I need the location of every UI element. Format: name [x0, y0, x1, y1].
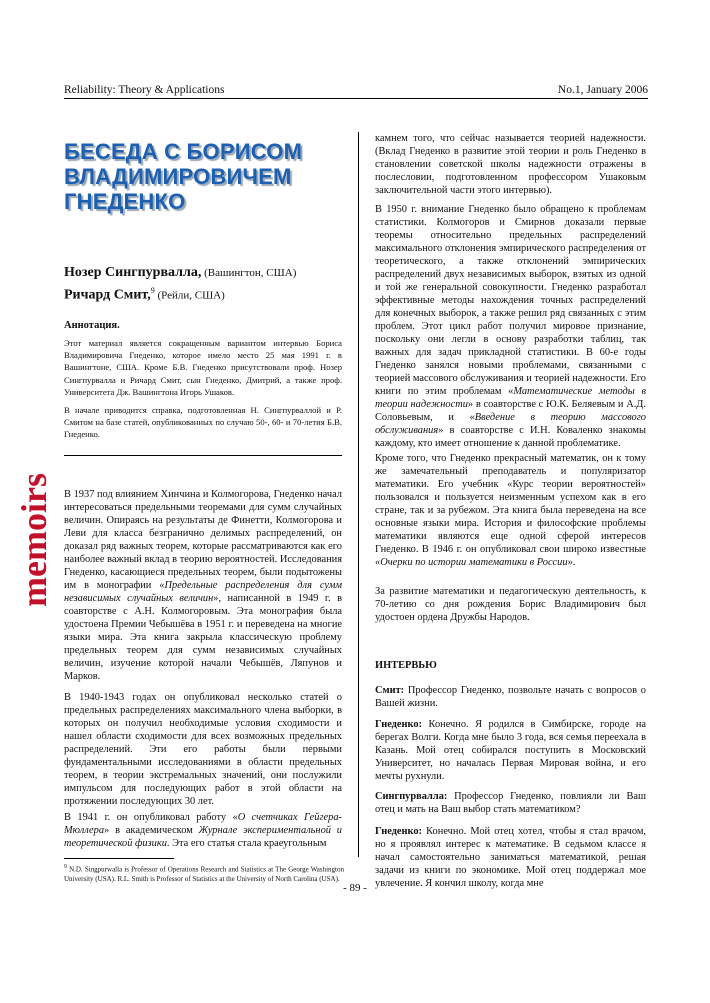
- title-line-1: БЕСЕДА С БОРИСОМ: [64, 139, 303, 164]
- text-run: Кроме того, что Гнеденко прекрасный математик, он к тому же замечательный преподаватель и популяризатор математики. Его учебник «Курс теории вероятностей» пользовался и пользуется неизменным успехом как в его стране, так и за рубежом. Эта книга была переведена на все основные языки мира. История и философские проблемы математики являются еще одной сферой интересов Гнеденко. В 1946 г. он опубликовал свои широко известные «: [375, 453, 646, 568]
- author-affiliation: (Рейли, США): [154, 289, 225, 302]
- body-paragraph: За развитие математики и педагогическую деятельность, к 70-летию со дня рождения Борис Владимирович был удостоен ордена Дружбы Народов.: [375, 586, 646, 623]
- footnote-divider: [64, 858, 174, 859]
- speaker-name: Гнеденко:: [375, 826, 423, 837]
- speaker-name: Гнеденко:: [375, 719, 423, 730]
- text-run: В 1950 г. внимание Гнеденко было обращено к проблемам статистики. Колмогоров и Смирнов доказали первые теоремы относительно предельных распределений максимального отклонения эмпирического распределения от теоретического, а также отклонений эмпирических распределений двух независимых выборок, взятых из одной и той же генеральной совокупности. Гнеденко разработал эффективные методы нахождения точных распределений для конечных выборок, а также решил ряд связанных с этим проблем. Этот цикл работ получил мировое признание, поскольку они легли в основу разработки таблиц, так важных для задач прикладной статистики. В 60-е годы Гнеденко занялся новыми проблемами, связанными с теорией массового обслуживания и теорией надежности. Его книги по этим проблемам «: [375, 204, 646, 397]
- column-divider: [358, 132, 359, 857]
- interview-answer: [375, 825, 646, 890]
- memoirs-label: memoirs: [14, 473, 54, 607]
- utterance-text: Конечно. Я родился в Симбирске, городе на берегах Волги. Когда мне было 3 года, вся семья переехала в Казань. Мой отец собирался поступить в Московский Университет, но началась Первая Мировая война, и его мечты рухнули.: [375, 719, 646, 782]
- interview-answer: [375, 718, 646, 783]
- author-list: [64, 263, 344, 304]
- book-title: Предельные распределения для сумм независимых случайных величин: [64, 580, 342, 604]
- annotation-heading: Аннотация.: [64, 320, 120, 331]
- text-run: » в соавторстве с И.Н. Коваленко знакомы каждому, кто имеет отношение к данной проблематике.: [375, 425, 646, 449]
- body-paragraph: [375, 203, 646, 450]
- book-title: Очерки по истории математики в России: [380, 557, 568, 568]
- body-paragraph: камнем того, что сейчас называется теорией надежности. (Вклад Гнеденко в развитие этой теории и роль Гнеденко в становлении советской школы надежности отражены в послесловии, подготовленном профессором Ушаковым заключительной части этого интервью).: [375, 133, 646, 196]
- speaker-name: Сингпурвалла:: [375, 791, 448, 802]
- utterance-text: Профессор Гнеденко, позвольте начать с вопросов о Вашей жизни.: [375, 685, 646, 709]
- journal-title: Reliability: Theory & Applications: [64, 84, 225, 96]
- author-name: Ричард Смит,: [64, 287, 151, 303]
- title-line-3: ГНЕДЕНКО: [64, 189, 186, 214]
- text-run: В 1937 под влиянием Хинчина и Колмогорова, Гнеденко начал интересоваться предельными теоремами для сумм случайных величин. Опираясь на результаты де Финетти, Колмогорова и Леви для класса безгранично делимых распределений, он доказал ряд важных теорем, которые рассматриваются как его наиболее важный вклад в теорию вероятностей. Исследования Гнеденко, касающиеся предельных теорем, были подытожены им в монографии «: [64, 489, 342, 591]
- interview-heading: ИНТЕРВЬЮ: [375, 660, 437, 671]
- author-affiliation: (Вашингтон, США): [201, 267, 297, 279]
- utterance-text: Конечно. Мой отец хотел, чтобы я стал врачом, но я проявлял интерес к математике. В седьмом классе я начал самостоятельно заниматься математикой, решая задачи из книги по экономике. Мой отец поддержал мое увлечение. Я кончил школу, когда мне: [375, 826, 646, 889]
- book-title: Введение в теорию массового обслуживания: [375, 412, 646, 436]
- footnote-text: N.D. Singpurwalla is Professor of Operations Research and Statistics at The George Washington University (USA). R.L. Smith is Professor of Statistics at the University of North Carolina (USA).: [64, 865, 344, 883]
- footnote-marker: 9: [150, 286, 155, 295]
- footnote-number: 9: [64, 864, 67, 870]
- author-1: [64, 263, 344, 282]
- annotation-paragraph: В начале приводится справка, подготовленная Н. Сингпурваллой и Р. Смитом на базе статей, опубликованных по случаю 50-, 60- и 70-летия Б.В. Гнеденко.: [64, 405, 342, 440]
- title-line-2: ВЛАДИМИРОВИЧЕМ: [64, 164, 292, 189]
- author-2: [64, 282, 344, 304]
- interview-question: [375, 790, 646, 816]
- text-run: ».: [567, 557, 576, 568]
- text-run: », написанной в 1949 г. в соавторстве с А.Н. Колмогоровым. Эта монография была удостоена Премии Чебышёва в 1951 г. и переведена на многие языки мира. Эта книга закрыла классическую проблему предельных теорем для сумм независимых случайных величин, изучение которой начали Чебышёв, Ляпунов и Марков.: [64, 593, 342, 682]
- body-paragraph: [64, 488, 342, 683]
- utterance-text: Профессор Гнеденко, повлияли ли Ваш отец и мать на Ваш выбор стать математиком?: [375, 791, 646, 815]
- journal-name: Журнале экспериментальной и теоретической физики: [64, 825, 342, 849]
- annotation-divider: [64, 455, 342, 456]
- section-side-label: [14, 455, 54, 625]
- paper-title: О счетчиках Гейгера-Мюллера: [64, 812, 342, 836]
- book-title: Математические методы в теории надежности: [375, 386, 647, 410]
- text-run: В 1941 г. он опубликовал работу «: [64, 812, 238, 823]
- interview-question: [375, 684, 646, 710]
- speaker-name: Смит:: [375, 685, 405, 696]
- body-paragraph: [375, 452, 646, 569]
- text-run: » в соавторстве с Ю.К. Беляевым и А.Д. Соловьевым, и «: [375, 399, 646, 423]
- issue-label: No.1, January 2006: [557, 84, 648, 96]
- body-paragraph: В 1940-1943 годах он опубликовал несколько статей о предельных распределениях максимального члена выборки, в которых он получил необходимые условия сходимости и нашел области сходимости для всех возможных предельных распределений. Эти его работы были первыми фундаментальными исследованиями в области предельных теорем, в теории экстремальных значений, они послужили импульсом для последующих работ в этой области на протяжении последующих 30 лет.: [64, 692, 342, 807]
- header-divider: [64, 98, 648, 99]
- author-name: Нозер Сингпурвалла,: [64, 265, 202, 280]
- text-run: » в академическом: [104, 825, 199, 836]
- body-paragraph: [64, 811, 342, 850]
- article-title: [64, 139, 334, 214]
- text-run: . Эта его статья стала краеугольным: [166, 838, 327, 849]
- annotation-paragraph: Этот материал является сокращенным вариантом интервью Бориса Владимировича Гнеденко, которое имело место 25 мая 1991 г. в Вашингтоне, США. Кроме Б.В. Гнеденко присутствовали проф. Нозер Сингпурвалла и Ричард Смит, сын Гнеденко, Дмитрий, а также проф. Университета Дж. Вашингтона Игорь Ушаков.: [64, 338, 342, 397]
- page-number: - 89 -: [343, 882, 367, 894]
